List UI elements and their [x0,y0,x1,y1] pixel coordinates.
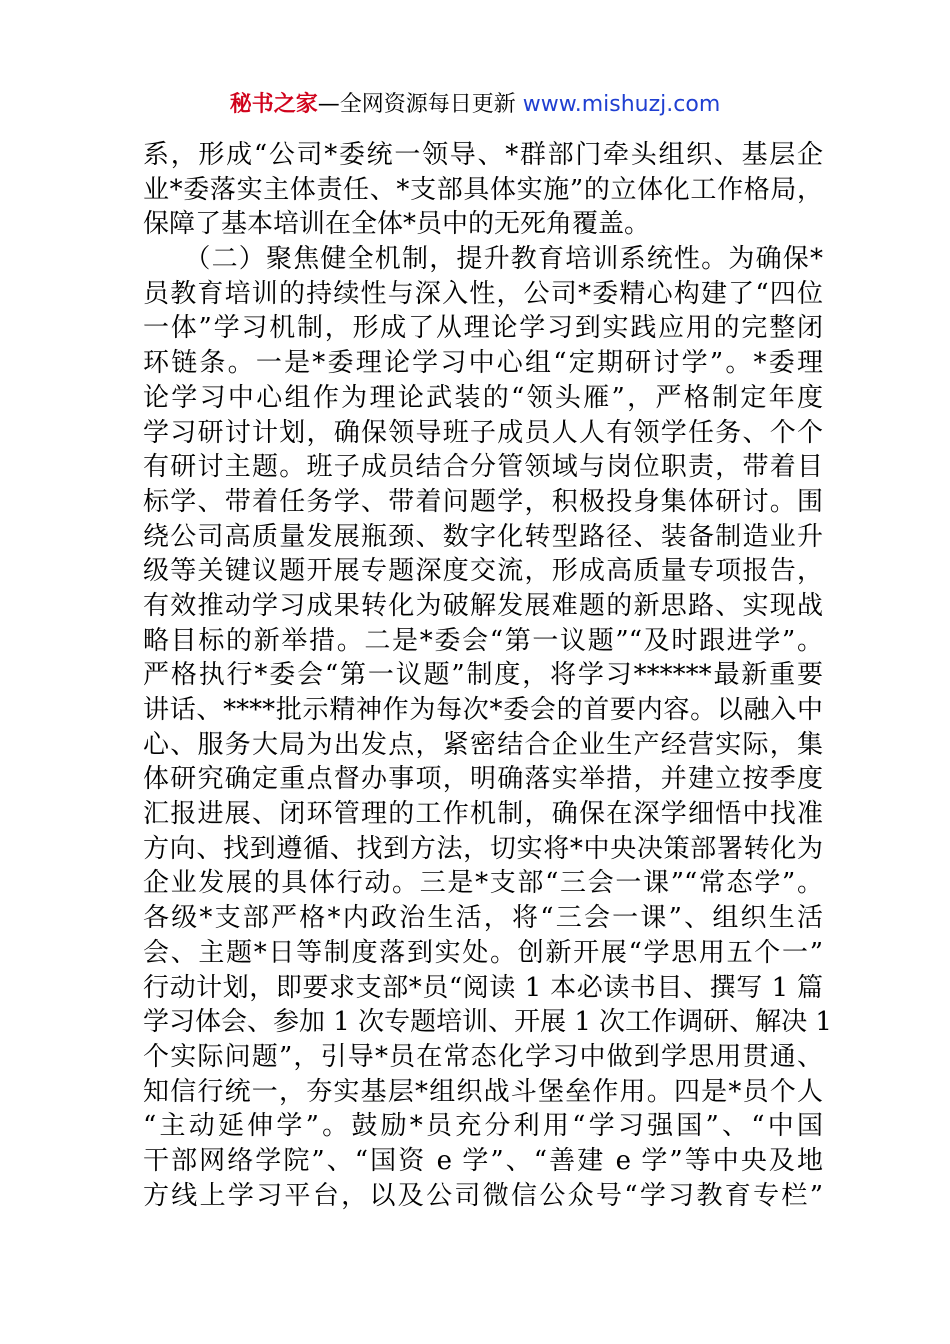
text-line: 体研究确定重点督办事项，明确落实举措，并建立按季度 [143,764,823,795]
text-line: 汇报进展、闭环管理的工作机制，确保在深学细悟中找准 [143,799,823,830]
text-line: 有研讨主题。班子成员结合分管领域与岗位职责，带着目 [143,452,823,483]
body-text [143,138,832,1213]
text-line: 论学习中心组作为理论武装的“领头雁”，严格制定年度 [143,382,823,413]
text-line: 各级*支部严格*内政治生活，将“三会一课”、组织生活 [143,903,823,934]
text-line: 知信行统一，夯实基层*组织战斗堡垒作用。四是*员个人 [143,1076,823,1107]
text-line: （二）聚焦健全机制，提升教育培训系统性。为确保* [143,244,823,275]
site-url-link[interactable]: www.mishuzj.com [522,92,721,117]
header-tagline: —全网资源每日更新 [317,92,523,117]
text-line: 学习体会、参加 1 次专题培训、开展 1 次工作调研、解决 1 [143,1007,832,1038]
text-line: 保障了基本培训在全体*员中的无死角覆盖。 [143,209,651,240]
brand-name: 秘书之家 [229,92,318,117]
text-line: 绕公司高质量发展瓶颈、数字化转型路径、装备制造业升 [143,521,823,552]
text-line: 员教育培训的持续性与深入性，公司*委精心构建了“四位 [143,278,823,309]
text-line: 个实际问题”，引导*员在常态化学习中做到学思用贯通、 [143,1041,823,1072]
text-line: 一体”学习机制，形成了从理论学习到实践应用的完整闭 [143,313,823,344]
text-line: 会、主题*日等制度落到实处。创新开展“学思用五个一” [143,937,823,968]
text-line: 有效推动学习成果转化为破解发展难题的新思路、实现战 [143,590,823,621]
text-line: 干部网络学院”、“国资 e 学”、“善建 e 学”等中央及地 [143,1145,823,1176]
text-line: 学习研讨计划，确保领导班子成员人人有领学任务、个个 [143,417,823,448]
text-line: 级等关键议题开展专题深度交流，形成高质量专项报告， [143,556,823,587]
text-line: 严格执行*委会“第一议题”制度，将学习******最新重要 [143,660,823,691]
text-line: 业*委落实主体责任、*支部具体实施”的立体化工作格局， [143,174,823,205]
text-line: 环链条。一是*委理论学习中心组“定期研讨学”。*委理 [143,348,823,379]
text-line: 心、服务大局为出发点，紧密结合企业生产经营实际，集 [143,729,823,760]
page-header [0,88,950,122]
text-line: 系，形成“公司*委统一领导、*群部门牵头组织、基层企 [143,140,823,170]
text-line: 行动计划，即要求支部*员“阅读 1 本必读书目、撰写 1 篇 [143,972,823,1003]
text-line: 方向、找到遵循、找到方法，切实将*中央决策部署转化为 [143,833,823,864]
text-line: 标学、带着任务学、带着问题学，积极投身集体研讨。围 [143,486,823,517]
text-line: 略目标的新举措。二是*委会“第一议题”“及时跟进学”。 [143,625,823,656]
text-line: 企业发展的具体行动。三是*支部“三会一课”“常态学”。 [143,868,823,899]
text-line: “主动延伸学”。鼓励*员充分利用“学习强国”、“中国 [143,1111,823,1142]
text-line: 讲话、****批示精神作为每次*委会的首要内容。以融入中 [143,695,823,725]
text-line: 方线上学习平台，以及公司微信公众号“学习教育专栏” [143,1180,823,1211]
